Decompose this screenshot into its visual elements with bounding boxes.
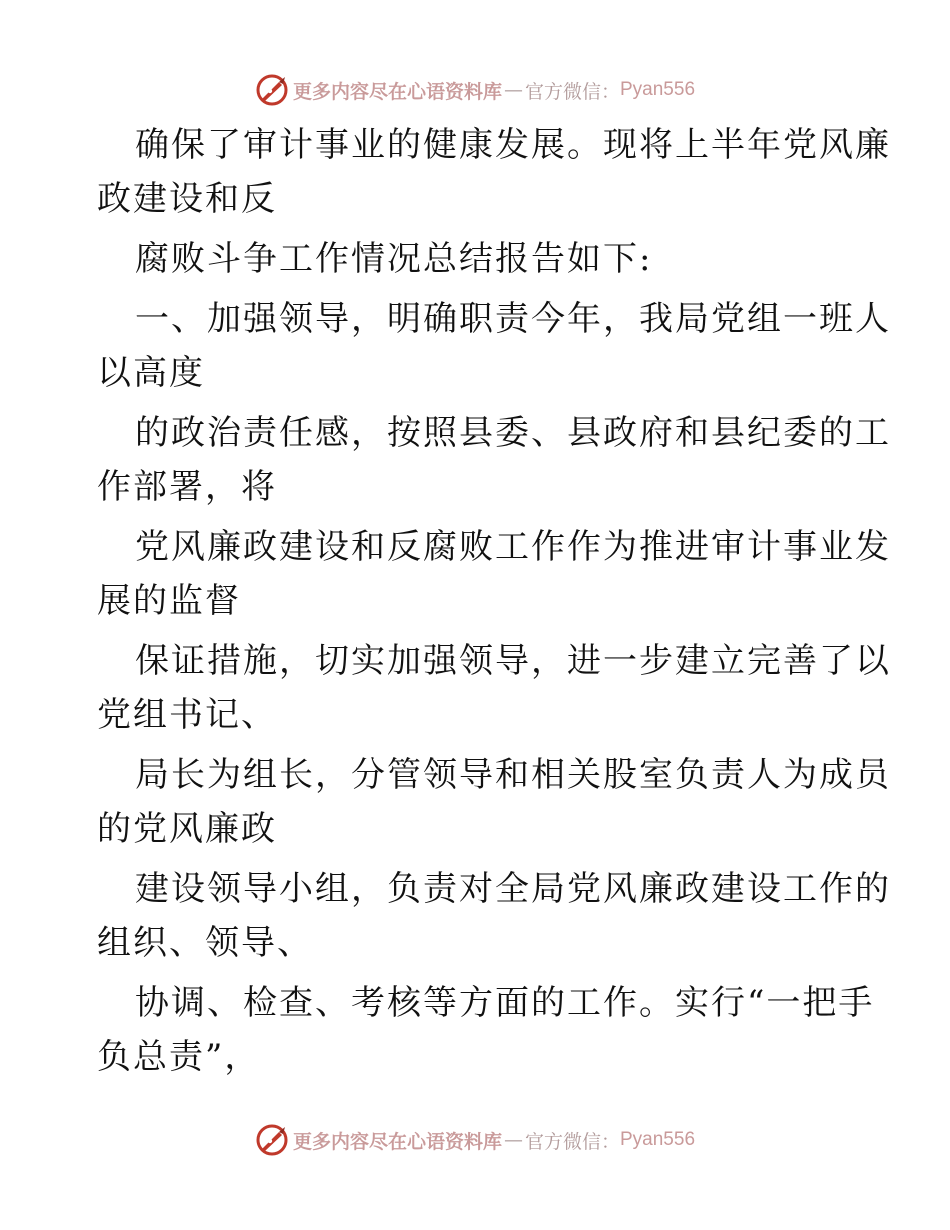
document-body <box>97 118 891 1084</box>
body-line: 展的监督 <box>97 581 241 621</box>
body-line: 组织、领导、 <box>97 923 313 963</box>
footer-official-label: 官方微信： <box>524 1130 620 1153</box>
body-line: 确保了审计事业的健康发展。现将上半年党风廉 <box>135 125 891 165</box>
header-promo-text: 更多内容尽在心语资料库 <box>292 80 502 103</box>
body-line: 作部署，将 <box>97 467 277 507</box>
header-wechat-id: Pyan556 <box>620 79 696 100</box>
footer-separator: — <box>503 1129 523 1151</box>
footer-promo-text: 更多内容尽在心语资料库 <box>292 1130 502 1153</box>
body-line: 负总责”， <box>97 1037 261 1077</box>
body-line: 党风廉政建设和反腐败工作作为推进审计事业发 <box>135 527 891 567</box>
header-official-label: 官方微信： <box>524 80 620 103</box>
body-line: 建设领导小组，负责对全局党风廉政建设工作的 <box>135 869 891 909</box>
body-line: 政建设和反 <box>97 179 277 219</box>
body-line: 腐败斗争工作情况总结报告如下: <box>135 239 653 279</box>
body-line: 一、加强领导，明确职责今年，我局党组一班人 <box>135 299 891 339</box>
body-line: 的党风廉政 <box>97 809 277 849</box>
header-separator: — <box>503 79 523 101</box>
body-line: 协调、检查、考核等方面的工作。实行“一把手 <box>135 983 875 1023</box>
body-line: 以高度 <box>97 353 205 393</box>
body-line: 局长为组长，分管领导和相关股室负责人为成员 <box>135 755 891 795</box>
quill-logo-icon <box>255 1123 289 1157</box>
footer-banner <box>0 1120 950 1160</box>
header-banner <box>0 70 950 110</box>
body-line: 的政治责任感，按照县委、县政府和县纪委的工 <box>135 413 891 453</box>
body-line: 党组书记、 <box>97 695 277 735</box>
quill-logo-icon <box>255 73 289 107</box>
body-line: 保证措施，切实加强领导，进一步建立完善了以 <box>135 641 891 681</box>
footer-wechat-id: Pyan556 <box>620 1129 696 1150</box>
